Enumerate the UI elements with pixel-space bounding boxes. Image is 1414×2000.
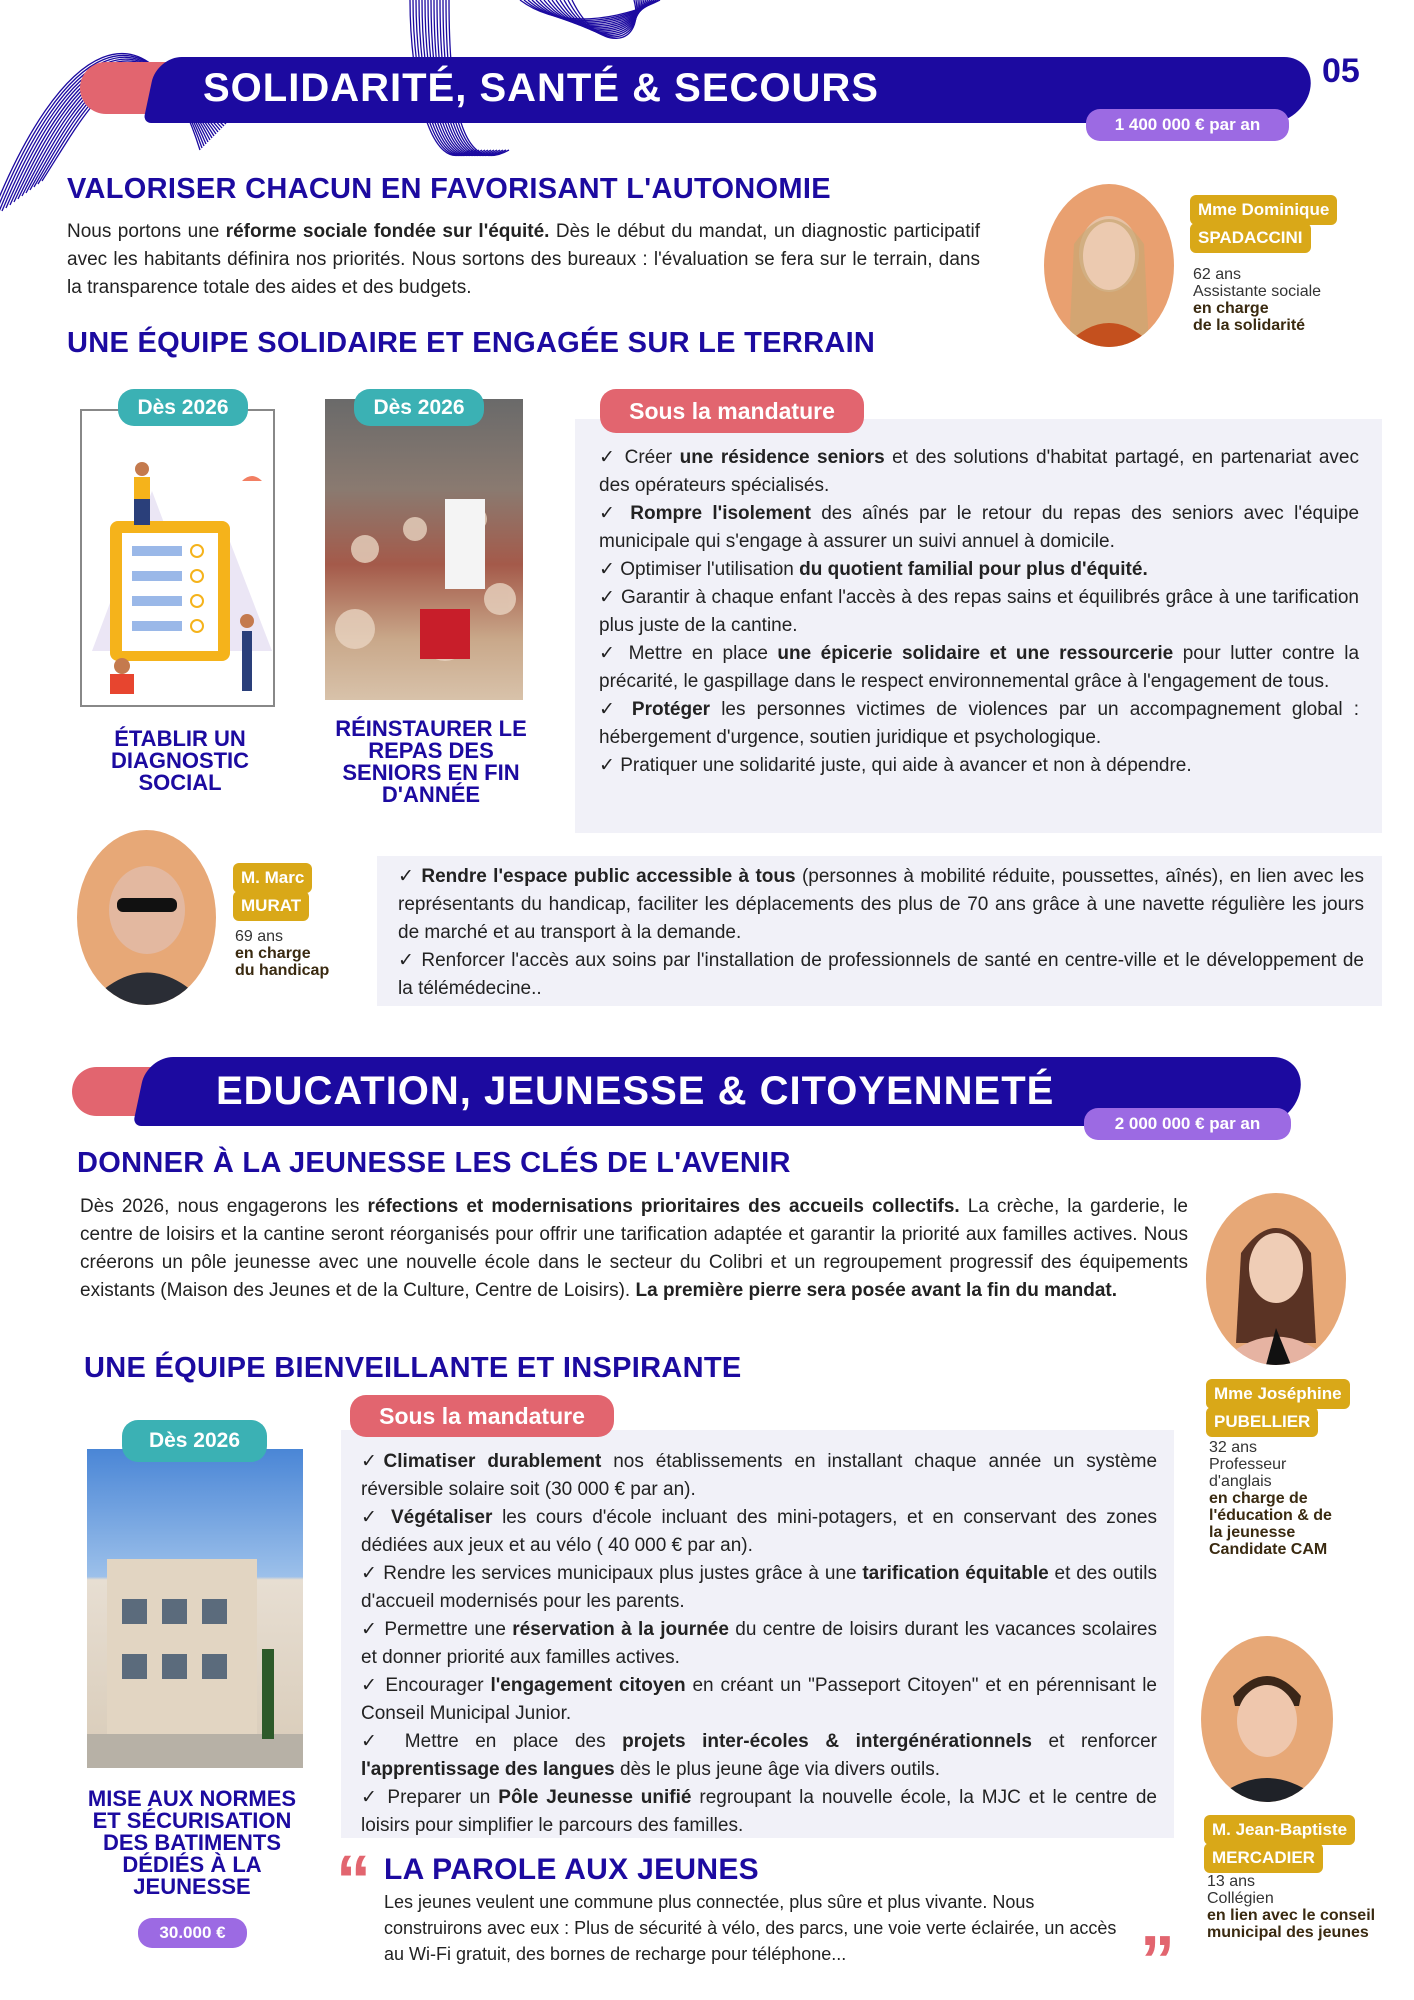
timing-badge: Dès 2026 bbox=[354, 389, 484, 426]
emphasis-text: Rendre l'espace public accessible à tous bbox=[421, 866, 796, 887]
timing-badge: Dès 2026 bbox=[118, 389, 248, 426]
emphasis-text: tarification équitable bbox=[862, 1563, 1049, 1584]
person-age: 32 ans bbox=[1209, 1439, 1258, 1456]
person-name: SPADACCINI bbox=[1190, 223, 1311, 253]
quote-title: LA PAROLE AUX JEUNES bbox=[384, 1853, 759, 1886]
emphasis-text: réservation à la journée bbox=[512, 1619, 729, 1640]
text-segment: ✓ Mettre en place des bbox=[361, 1731, 623, 1752]
person-job: Assistante sociale bbox=[1193, 283, 1322, 300]
list-item bbox=[361, 1784, 1157, 1840]
quote-close-icon: ” bbox=[1140, 1921, 1175, 1999]
list-item bbox=[599, 752, 1359, 780]
text-segment: les personnes victimes de violences par un accompagnement global : hébergement d'urgence, soutien juridique et psychologique. bbox=[599, 699, 1359, 748]
portrait-josephine-pubellier bbox=[1206, 1193, 1346, 1365]
text-segment: ✓ Mettre en place bbox=[599, 643, 778, 664]
person-role: en charge bbox=[1193, 300, 1269, 317]
accessibility-list bbox=[398, 863, 1364, 1003]
text-segment: et des outils d'accueil modernisés pour les parents. bbox=[361, 1563, 1157, 1612]
portrait-jean-baptiste-mercadier bbox=[1201, 1636, 1333, 1802]
emphasis-text: l'engagement citoyen bbox=[490, 1675, 686, 1696]
text-segment: ✓ bbox=[361, 1451, 384, 1472]
text-segment: (personnes à mobilité réduite, poussettes, aînés), en lien avec les représentants du handicap, faciliter les déplacements des plus de 70 ans grâce à une navette régulière les jours de marché et au transport à la demande. bbox=[398, 866, 1364, 943]
person-job: Professeur d'anglais bbox=[1209, 1456, 1287, 1490]
list-item bbox=[361, 1560, 1157, 1616]
text-segment: ✓ Optimiser l'utilisation bbox=[599, 559, 800, 580]
text-segment: ✓ bbox=[599, 699, 632, 720]
text-segment: Nous portons une bbox=[67, 221, 226, 242]
person-info bbox=[1207, 1873, 1377, 1941]
intro-paragraph bbox=[80, 1193, 1188, 1305]
person-title: Mme Dominique bbox=[1190, 195, 1337, 225]
person-info bbox=[1193, 266, 1373, 334]
list-item bbox=[361, 1728, 1157, 1784]
list-item bbox=[361, 1672, 1157, 1728]
portrait-marc-murat bbox=[77, 830, 216, 1005]
list-item bbox=[361, 1616, 1157, 1672]
list-item bbox=[599, 556, 1359, 584]
person-role: Candidate CAM bbox=[1209, 1541, 1328, 1558]
emphasis-text: Climatiser durablement bbox=[383, 1451, 602, 1472]
quote-open-icon: “ bbox=[336, 1841, 371, 1919]
text-segment: et des solutions d'habitat partagé, en partenariat avec des opérateurs spécialisés. bbox=[599, 447, 1359, 496]
list-item bbox=[599, 640, 1359, 696]
card-caption: MISE AUX NORMES ET SÉCURISATION DES BATIMENTS DÉDIÉS À LA JEUNESSE bbox=[87, 1786, 297, 1899]
emphasis-text: Rompre l'isolement bbox=[630, 503, 811, 524]
emphasis-text: Protéger bbox=[631, 699, 711, 720]
text-segment: ✓ Permettre une bbox=[361, 1619, 513, 1640]
amount-badge: 30.000 € bbox=[138, 1918, 247, 1948]
text-segment: ✓ Rendre les services municipaux plus justes grâce à une bbox=[361, 1563, 863, 1584]
text-segment: La crèche, la garderie, le centre de loisirs et la cantine seront réorganisés pour offrir une tarification adaptée et garantir la priorité aux familles actives. Nous créerons un pôle jeunesse avec une nouvelle école dans le secteur du Colibri et un regroupement progressif des équipements existants (Maison des Jeunes et de la Culture, Centre de Loisirs). bbox=[80, 1196, 1188, 1301]
team-heading: UNE ÉQUIPE SOLIDAIRE ET ENGAGÉE SUR LE TERRAIN bbox=[67, 327, 876, 359]
person-age: 62 ans bbox=[1193, 266, 1242, 283]
quote-text: Les jeunes veulent une commune plus connectée, plus sûre et plus vivante. Nous construirons avec eux : Plus de sécurité à vélo, des parcs, une voie verte éclairée, un accès au Wi-Fi gratuit, des bornes de recharge pour téléphone... bbox=[384, 1892, 1117, 1964]
person-title: M. Jean-Baptiste bbox=[1204, 1815, 1355, 1845]
section-title: EDUCATION, JEUNESSE & CITOYENNETÉ bbox=[216, 1069, 1055, 1113]
section-heading: VALORISER CHACUN EN FAVORISANT L'AUTONOMIE bbox=[67, 173, 831, 205]
text-segment: ✓ Créer bbox=[599, 447, 680, 468]
person-age: 13 ans bbox=[1207, 1873, 1256, 1890]
emphasis-text: La première pierre sera posée avant la fin du mandat. bbox=[635, 1280, 1118, 1301]
list-item bbox=[599, 444, 1359, 500]
emphasis-text: l'apprentissage des langues bbox=[361, 1759, 615, 1780]
text-segment: nos établissements en installant chaque année un système réversible solaire soit (30 000 € par an). bbox=[361, 1451, 1158, 1500]
person-role: en lien avec le conseil municipal des jeunes bbox=[1207, 1907, 1376, 1941]
section-heading: DONNER À LA JEUNESSE LES CLÉS DE L'AVENIR bbox=[77, 1147, 791, 1179]
budget-badge: 2 000 000 € par an bbox=[1084, 1108, 1291, 1140]
list-item bbox=[599, 696, 1359, 752]
text-segment: du centre de loisirs durant les vacances scolaires et donner priorité aux familles actives. bbox=[361, 1619, 1157, 1668]
team-heading: UNE ÉQUIPE BIENVEILLANTE ET INSPIRANTE bbox=[84, 1352, 742, 1384]
person-name: MURAT bbox=[233, 891, 309, 921]
portrait-dominique-spadaccini bbox=[1044, 184, 1174, 347]
emphasis-text: réfections et modernisations prioritaires des accueils collectifs. bbox=[367, 1196, 960, 1217]
card-caption: ÉTABLIR UN DIAGNOSTIC SOCIAL bbox=[110, 726, 250, 795]
mandate-label: Sous la mandature bbox=[600, 389, 864, 433]
text-segment: ✓ Pratiquer une solidarité juste, qui aide à avancer et non à dépendre. bbox=[599, 755, 1192, 776]
emphasis-text: réforme sociale fondée sur l'équité. bbox=[225, 221, 550, 242]
text-segment: regroupant la nouvelle école, la MJC et le centre de loisirs pour simplifier le parcours des familles. bbox=[361, 1787, 1158, 1836]
list-item bbox=[398, 947, 1364, 1003]
list-item bbox=[361, 1504, 1157, 1560]
intro-paragraph bbox=[67, 218, 980, 302]
emphasis-text: Pôle Jeunesse unifié bbox=[498, 1787, 692, 1808]
emphasis-text: projets inter-écoles & intergénérationnels bbox=[622, 1731, 1032, 1752]
text-segment: ✓ Preparer un bbox=[361, 1787, 499, 1808]
person-info bbox=[235, 928, 375, 979]
section-title: SOLIDARITÉ, SANTÉ & SECOURS bbox=[203, 66, 879, 110]
emphasis-text: une résidence seniors bbox=[679, 447, 885, 468]
person-job: Collégien bbox=[1207, 1890, 1274, 1907]
text-segment: et renforcer bbox=[1031, 1731, 1157, 1752]
person-role: du handicap bbox=[235, 962, 330, 979]
person-role: de la solidarité bbox=[1193, 317, 1306, 334]
text-segment: les cours d'école incluant des mini-potagers, et en conservant des zones dédiées aux jeux et au vélo ( 40 000 € par an). bbox=[361, 1507, 1157, 1556]
diagnostic-illustration bbox=[80, 409, 275, 707]
text-segment: ✓ Garantir à chaque enfant l'accès à des repas sains et équilibrés grâce à une tarification plus juste de la cantine. bbox=[599, 587, 1359, 636]
timing-badge: Dès 2026 bbox=[122, 1420, 267, 1462]
text-segment: ✓ Encourager bbox=[361, 1675, 491, 1696]
person-name: MERCADIER bbox=[1204, 1843, 1323, 1873]
card-caption: RÉINSTAURER LE REPAS DES SENIORS EN FIN D'ANNÉE bbox=[335, 716, 527, 807]
person-title: M. Marc bbox=[233, 863, 312, 893]
text-segment: ✓ bbox=[361, 1507, 391, 1528]
page-number: 05 bbox=[1322, 52, 1360, 90]
list-item bbox=[599, 584, 1359, 640]
text-segment: dès le plus jeune âge via divers outils. bbox=[614, 1759, 941, 1780]
list-item bbox=[599, 500, 1359, 556]
person-age: 69 ans bbox=[235, 928, 284, 945]
emphasis-text: Végétaliser bbox=[391, 1507, 493, 1528]
text-segment: en créant un "Passeport Citoyen" et en pérennisant le Conseil Municipal Junior. bbox=[361, 1675, 1157, 1724]
measures-list bbox=[361, 1448, 1157, 1840]
list-item bbox=[361, 1448, 1157, 1504]
text-segment: ✓ Renforcer l'accès aux soins par l'installation de professionnels de santé en centre-ville et le développement de la télémédecine.. bbox=[398, 950, 1364, 999]
person-title: Mme Joséphine bbox=[1206, 1379, 1350, 1409]
text-segment: ✓ bbox=[599, 503, 631, 524]
seniors-meal-photo bbox=[325, 399, 523, 700]
emphasis-text: du quotient familial pour plus d'équité. bbox=[799, 559, 1148, 580]
budget-badge: 1 400 000 € par an bbox=[1086, 109, 1289, 141]
text-segment: Dès le début du mandat, un diagnostic participatif avec les habitants définira nos priorités. Nous sortons des bureaux : l'évaluation se fera sur le terrain, dans la transparence totale des aides et des budgets. bbox=[67, 221, 981, 298]
emphasis-text: une épicerie solidaire et une ressourcerie bbox=[777, 643, 1174, 664]
text-segment: des aînés par le retour du repas des seniors avec l'équipe municipale qui s'engage à assurer un suivi annuel à domicile. bbox=[599, 503, 1360, 552]
person-role: en charge bbox=[235, 945, 311, 962]
text-segment: Dès 2026, nous engagerons les bbox=[80, 1196, 368, 1217]
school-building-photo bbox=[87, 1449, 303, 1768]
text-segment: ✓ bbox=[398, 866, 422, 887]
text-segment: pour lutter contre la précarité, le gaspillage dans le respect environnemental grâce à l'engagement de tous. bbox=[599, 643, 1360, 692]
person-name: PUBELLIER bbox=[1206, 1407, 1318, 1437]
person-info bbox=[1209, 1439, 1379, 1558]
person-role: en charge de l'éducation & de la jeunesse bbox=[1209, 1490, 1332, 1541]
measures-list bbox=[599, 444, 1359, 780]
mandate-label: Sous la mandature bbox=[350, 1395, 614, 1437]
list-item bbox=[398, 863, 1364, 947]
